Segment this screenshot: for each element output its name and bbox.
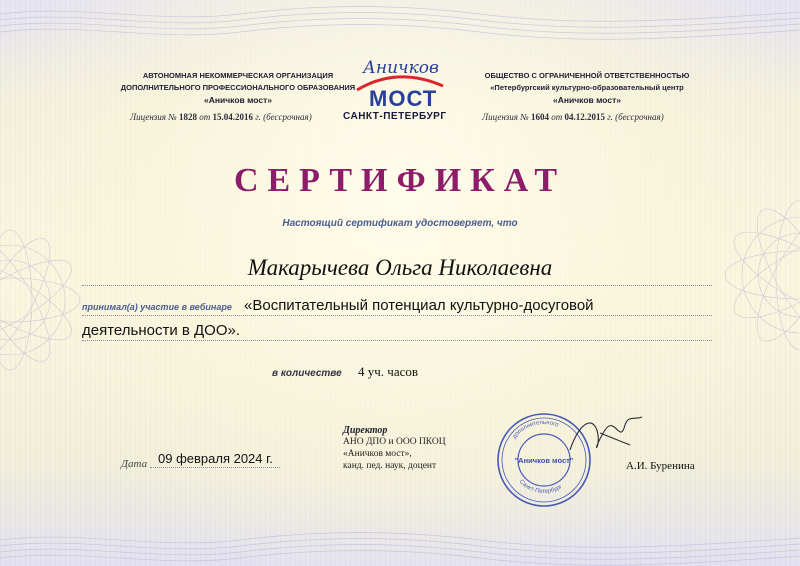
- participation-label: принимал(а) участие в вебинаре: [82, 302, 232, 312]
- left-license-date: 15.04.2016: [212, 112, 253, 122]
- logo-main-text: МОСТ: [369, 86, 438, 111]
- hours-value: 4 уч. часов: [358, 364, 419, 379]
- director-name: А.И. Буренина: [626, 460, 695, 472]
- left-rosette: [0, 228, 82, 371]
- left-org-header: [118, 70, 358, 106]
- webinar-title-line2: деятельности в ДОО».: [82, 322, 241, 339]
- right-org-line2: «Петербургский культурно-образовательный центр: [490, 83, 684, 92]
- recipient-name: Макарычева Ольга Николаевна: [247, 255, 553, 280]
- left-org-line1: АВТОНОМНАЯ НЕКОММЕРЧЕСКАЯ ОРГАНИЗАЦИЯ: [142, 71, 334, 80]
- webinar-underline-2: [82, 340, 712, 341]
- right-license-number: 1604: [530, 112, 549, 122]
- certifies-text: Настоящий сертификат удостоверяет, что: [282, 218, 518, 229]
- webinar-title-line1: «Воспитательный потенциал культурно-досуговой: [244, 297, 594, 314]
- webinar-underline-1: [82, 315, 712, 316]
- anichkov-most-logo: [339, 56, 459, 126]
- right-org-line3: «Аничков мост»: [553, 95, 621, 105]
- stamp-ring-bottom: Санкт-Петербург: [517, 478, 564, 495]
- date-underline: [150, 467, 280, 468]
- date-label: Дата: [121, 458, 148, 470]
- recipient-underline: [82, 285, 712, 286]
- director-line2: «Аничков мост»,: [343, 449, 412, 459]
- right-org-license: Лицензия № 1604 от 04.12.2015 г. (бессрочная): [482, 112, 664, 122]
- logo-city: САНКТ-ПЕТЕРБУРГ: [343, 111, 447, 122]
- left-org-license: Лицензия № 1828 от 15.04.2016 г. (бессрочная): [130, 112, 312, 122]
- stamp-ring-top: дополнительного: [511, 419, 560, 441]
- director-line3: канд. пед. наук, доцент: [343, 461, 437, 471]
- svg-text:дополнительного: [512, 420, 560, 440]
- left-license-number: 1828: [178, 112, 197, 122]
- date-value: 09 февраля 2024 г.: [158, 451, 273, 466]
- director-signature: [560, 405, 650, 465]
- left-org-line2: ДОПОЛНИТЕЛЬНОГО ПРОФЕССИОНАЛЬНОГО ОБРАЗОВАНИЯ: [120, 83, 356, 92]
- director-line1: АНО ДПО и ООО ПКОЦ: [343, 437, 446, 447]
- left-org-line3: «Аничков мост»: [204, 95, 272, 105]
- top-wave-border: [0, 7, 800, 40]
- stamp-center-text: "Аничков мост": [514, 456, 574, 465]
- director-title: Директор: [343, 425, 388, 436]
- right-license-date: 04.12.2015: [564, 112, 605, 122]
- certificate-title: СЕРТИФИКАТ: [233, 162, 567, 199]
- hours-label: в количестве: [272, 368, 342, 379]
- svg-text:Санкт-Петербург: [518, 479, 564, 495]
- bottom-wave-border: [0, 533, 800, 566]
- right-org-header: [472, 70, 702, 106]
- logo-script-text: Аничков: [363, 58, 439, 78]
- right-org-line1: ОБЩЕСТВО С ОГРАНИЧЕННОЙ ОТВЕТСТВЕННОСТЬЮ: [484, 71, 690, 80]
